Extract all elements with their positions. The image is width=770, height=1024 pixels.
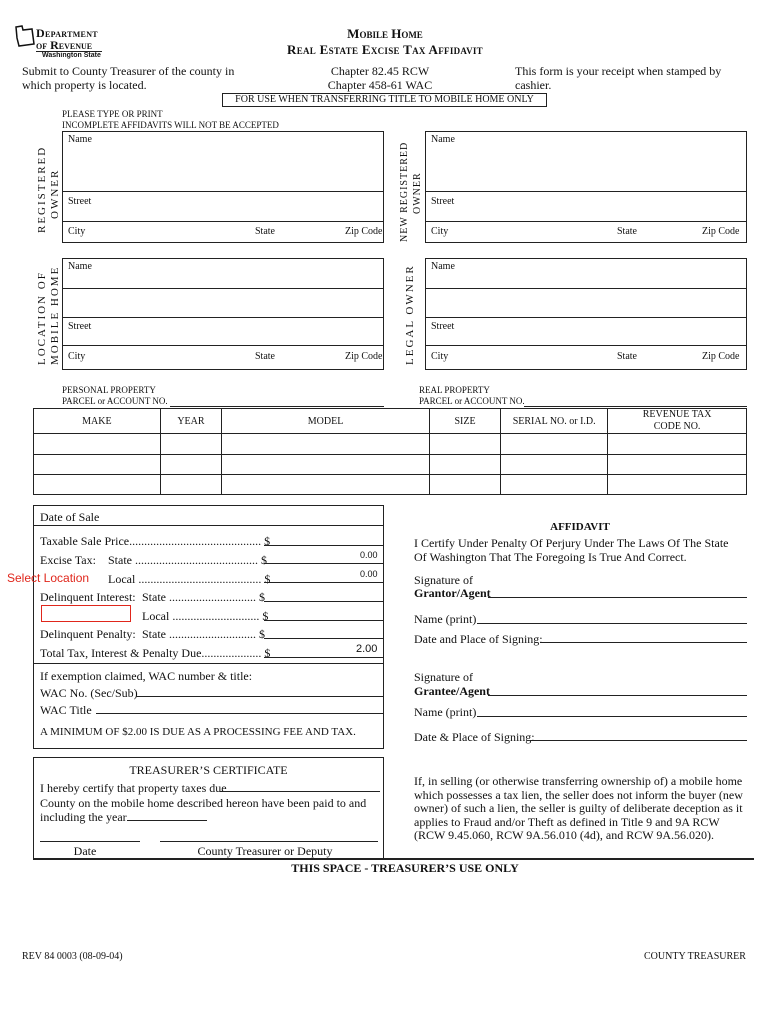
treasurer-cert-line2: County on the mobile home described hereon have been paid to and (40, 796, 367, 810)
logo-line2: of Revenue (36, 38, 93, 52)
nro-zip-label: Zip Code (702, 226, 740, 237)
affidavit-certify: I Certify Under Penalty Of Perjury Under The Laws Of The State Of Washington That The Foregoing Is True And Correct. (414, 536, 729, 564)
loc-state-label: State (255, 351, 275, 362)
submit-note: Submit to County Treasurer of the county in which property is located. (22, 64, 235, 92)
grantor-date-line[interactable] (540, 642, 747, 643)
real-parcel-line1: REAL PROPERTY (419, 385, 490, 395)
affidavit-title: AFFIDAVIT (550, 521, 610, 533)
col-make: MAKE (34, 409, 161, 434)
logo-line3: Washington State (42, 52, 101, 59)
exemption-label: If exemption claimed, WAC number & title: (40, 669, 253, 683)
excise-state-value[interactable]: 0.00 (360, 550, 378, 560)
grantee-label: Grantee/Agent (414, 684, 490, 698)
wac-no-label: WAC No. (Sec/Sub) (40, 686, 138, 700)
grantor-sig-of: Signature of (414, 573, 473, 587)
lo-zip-label: Zip Code (702, 351, 740, 362)
loc-name-label: Name (68, 261, 92, 272)
ro-city-label: City (68, 226, 86, 237)
receipt-note: This form is your receipt when stamped by cashier. (515, 64, 722, 92)
grantor-signature-line[interactable] (488, 597, 747, 598)
col-size: SIZE (429, 409, 500, 434)
ro-state-label: State (255, 226, 275, 237)
section-legal-owner: LEGAL OWNER (404, 264, 416, 365)
select-location-label[interactable]: Select Location (7, 571, 90, 585)
nro-city-label: City (431, 226, 449, 237)
grantor-date-place-label: Date and Place of Signing: (414, 632, 543, 646)
grantee-name-line[interactable] (477, 716, 747, 717)
minimum-fee-note: A MINIMUM OF $2.00 IS DUE AS A PROCESSING FEE AND TAX. (40, 726, 356, 738)
ro-city-input[interactable] (63, 236, 383, 242)
form-title-line1: Mobile Home (347, 26, 423, 41)
grantee-signature-line[interactable] (488, 695, 747, 696)
lo-city-label: City (431, 351, 449, 362)
grantor-name-label: Name (print) (414, 612, 477, 626)
table-row[interactable] (34, 475, 747, 495)
nro-name-label: Name (431, 134, 455, 145)
mobile-home-table (33, 408, 747, 495)
col-year: YEAR (160, 409, 222, 434)
treasurer-cert-line1: I hereby certify that property taxes due (40, 781, 227, 795)
logo-line1: Department (36, 26, 98, 40)
ro-name-input[interactable] (63, 145, 383, 190)
nro-street-label: Street (431, 196, 455, 207)
real-parcel-line2: PARCEL or ACCOUNT NO. (419, 396, 525, 406)
treasurer-deputy-label: County Treasurer or Deputy (197, 844, 333, 858)
taxable-sale-price-label: Taxable Sale Price............................................ $ (40, 534, 271, 548)
ro-street-label: Street (68, 196, 92, 207)
delinquent-penalty-label: Delinquent Penalty: (40, 627, 136, 641)
location-block (62, 258, 384, 370)
form-number: REV 84 0003 (08-09-04) (22, 951, 123, 962)
col-revenue: REVENUE TAX CODE NO. (608, 409, 747, 434)
instructions-line2: INCOMPLETE AFFIDAVITS WILL NOT BE ACCEPTED (62, 120, 279, 130)
dor-logo (14, 22, 104, 62)
loc-street-label: Street (68, 321, 92, 332)
excise-tax-label: Excise Tax: (40, 553, 96, 567)
di-state-label: State ............................. $ (142, 590, 265, 604)
table-row[interactable] (34, 434, 747, 455)
section-registered-owner: REGISTERED OWNER (36, 145, 61, 233)
grantor-name-line[interactable] (477, 623, 747, 624)
treasurer-cert-title: TREASURER’S CERTIFICATE (129, 763, 288, 777)
col-model: MODEL (222, 409, 430, 434)
treasurer-use-only: THIS SPACE - TREASURER’S USE ONLY (291, 861, 519, 875)
loc-city-label: City (68, 351, 86, 362)
grantee-date-place-label: Date & Place of Signing: (414, 730, 535, 744)
loc-zip-label: Zip Code (345, 351, 383, 362)
ro-street-input[interactable] (63, 206, 383, 220)
excise-local-label: Local ......................................... $ (108, 572, 271, 586)
total-due-value[interactable]: 2.00 (356, 643, 378, 655)
personal-parcel-line1: PERSONAL PROPERTY (62, 385, 156, 395)
lo-state-label: State (617, 351, 637, 362)
lo-name-label: Name (431, 261, 455, 272)
di-local-label: Local ............................. $ (142, 609, 269, 623)
excise-state-label: State ......................................... $ (108, 553, 267, 567)
treasurer-cert-line3: including the year (40, 810, 127, 824)
wac-title-label: WAC Title (40, 703, 92, 717)
nro-name-input[interactable] (426, 145, 746, 190)
nro-state-label: State (617, 226, 637, 237)
instructions-line1: PLEASE TYPE OR PRINT (62, 109, 163, 119)
date-of-sale-label: Date of Sale (40, 510, 100, 524)
total-due-label: Total Tax, Interest & Penalty Due.................... $ (40, 646, 271, 660)
ro-name-label: Name (68, 134, 92, 145)
delinquent-interest-label: Delinquent Interest: (40, 590, 136, 604)
excise-local-value[interactable]: 0.00 (360, 569, 378, 579)
nro-street-input[interactable] (426, 206, 746, 220)
grantor-label: Grantor/Agent (414, 586, 491, 600)
ro-zip-label: Zip Code (345, 226, 383, 237)
county-treasurer-label: COUNTY TREASURER (644, 951, 746, 962)
grantee-sig-of: Signature of (414, 670, 473, 684)
chapter-rcw: Chapter 82.45 RCW (330, 64, 430, 78)
col-serial: SERIAL NO. or I.D. (501, 409, 608, 434)
chapter-wac: Chapter 458-61 WAC (327, 78, 433, 92)
lo-street-label: Street (431, 321, 455, 332)
section-new-registered-owner: NEW REGISTERED OWNER (399, 141, 423, 242)
legal-owner-block (425, 258, 747, 370)
form-title-line2: Real Estate Excise Tax Affidavit (287, 42, 483, 57)
treasurer-date-label: Date (73, 844, 97, 858)
location-select-field[interactable] (41, 605, 131, 622)
use-banner: FOR USE WHEN TRANSFERRING TITLE TO MOBILE HOME ONLY (222, 93, 547, 107)
section-location: LOCATION OF MOBILE HOME (36, 265, 61, 365)
grantee-date-line[interactable] (530, 740, 747, 741)
personal-parcel-line2: PARCEL or ACCOUNT NO. (62, 396, 168, 406)
dp-state-label: State ............................. $ (142, 627, 265, 641)
table-row[interactable] (34, 455, 747, 475)
lien-notice: If, in selling (or otherwise transferring ownership of) a mobile home which possesses a tax lien, the seller does not inform the buyer (new owner) of such a lien, the seller is guilty of deliberate deception as it applies to Fraud and/or Theft as defined in Title 9 and 9A RCW (RCW 9.45.060, RCW 9A.56.010 (4d), and RCW 9A.56.020). (414, 774, 743, 842)
washington-state-icon (14, 24, 36, 50)
grantee-name-label: Name (print) (414, 705, 477, 719)
